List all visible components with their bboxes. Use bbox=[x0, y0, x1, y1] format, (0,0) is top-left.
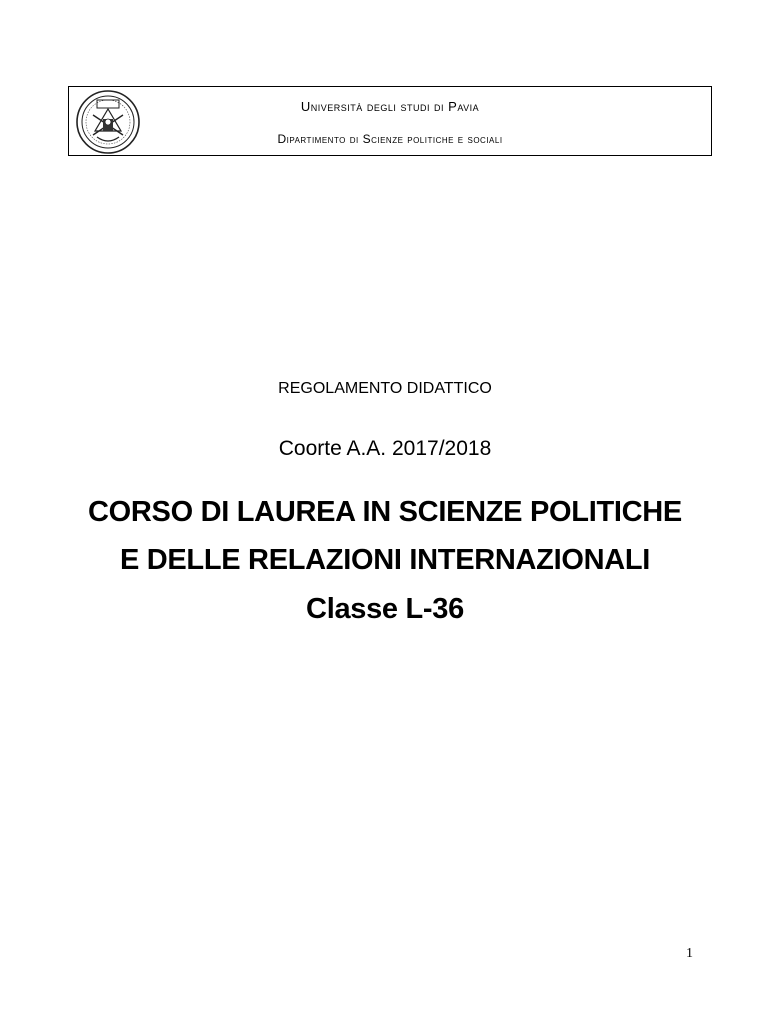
course-title-line-2: E DELLE RELAZIONI INTERNAZIONALI bbox=[119, 544, 651, 576]
university-name: Università degli studi di Pavia bbox=[300, 99, 480, 114]
letterhead bbox=[68, 86, 712, 156]
document-type-label: REGOLAMENTO DIDATTICO bbox=[278, 380, 492, 397]
course-title-line-1: CORSO DI LAUREA IN SCIENZE POLITICHE bbox=[88, 496, 682, 528]
cohort-label: Coorte A.A. 2017/2018 bbox=[278, 437, 492, 460]
department-name: Dipartimento di Scienze politiche e sociali bbox=[277, 132, 503, 146]
course-class: Classe L-36 bbox=[306, 593, 464, 625]
page-number: 1 bbox=[686, 946, 693, 961]
